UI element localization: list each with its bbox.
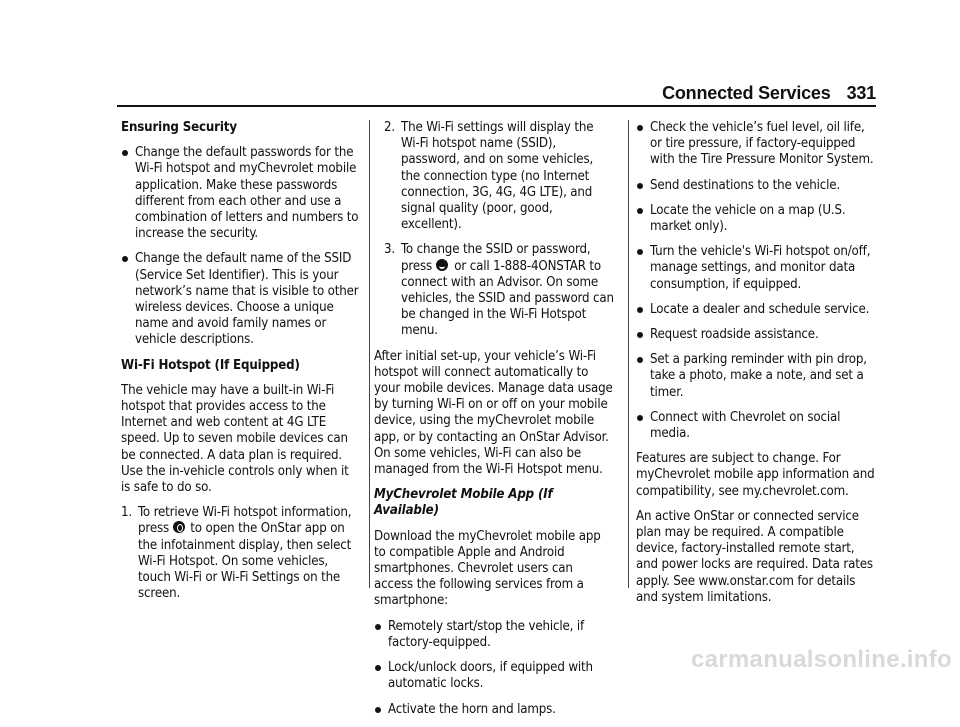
list-item: Check the vehicle’s fuel level, oil life, or tire pressure, if factory-equipped with the Tire Pressure Monitor System. [636, 120, 876, 169]
section-title: Connected Services [662, 83, 831, 103]
step-text: To retrieve Wi-Fi hotspot information, press [138, 505, 352, 537]
step-2 [384, 120, 614, 233]
step-3 [384, 242, 614, 339]
paragraph-app: Download the myChevrolet mobile app to compatible Apple and Android smartphones. Chevrolet users can access the following services from a smartphone: [374, 528, 601, 609]
column-divider [628, 120, 629, 588]
list-item: Locate the vehicle on a map (U.S. market only). [636, 203, 876, 235]
list-item: Change the default passwords for the Wi-Fi hotspot and myChevrolet mobile application. Make these passwords different from each other and use a combination of letters and numbers to increase the security. [121, 145, 361, 242]
list-item: Send destinations to the vehicle. [636, 178, 876, 194]
list-item: Request roadside assistance. [636, 327, 876, 343]
heading-ensuring-security: Ensuring Security [121, 120, 237, 135]
list-item: Activate the horn and lamps. [374, 702, 614, 718]
paragraph-onstar: An active OnStar or connected service plan may be required. A compatible device, factory-installed remote start, and power locks are required. Data rates apply. See www.onstar.com for details and system limitations. [636, 508, 873, 605]
onstar-button-icon [436, 259, 448, 271]
onstar-app-icon [173, 521, 185, 533]
list-item: Set a parking reminder with pin drop, take a photo, make a note, and set a timer. [636, 352, 876, 401]
paragraph-setup: After initial set-up, your vehicle’s Wi-Fi hotspot will connect automatically to your mobile devices. Manage data usage by turning Wi-Fi on or off on your mobile device, using the myChevrolet mobile app, or by contacting an OnStar Advisor. On some vehicles, Wi-Fi can also be managed from the Wi-Fi Hotspot menu. [374, 348, 613, 478]
list-item: Locate a dealer and schedule service. [636, 302, 876, 318]
watermark: carmanualsonline.info [690, 646, 952, 673]
heading-wifi-hotspot: Wi-Fi Hotspot (If Equipped) [121, 357, 300, 373]
step-number: 1. [121, 505, 133, 521]
list-item: Change the default name of the SSID (Service Set Identifier). This is your network’s name that is visible to other wireless devices. Choose a unique name and avoid family names or vehicle descriptions. [121, 251, 361, 348]
header-rule [117, 105, 876, 107]
step-text: The Wi-Fi settings will display the Wi-Fi hotspot name (SSID), password, and on some vehicles, the connection type (no Internet connection, 3G, 4G, 4G LTE), and signal quality (poor, good, excellent). [401, 120, 594, 233]
column-1 [121, 120, 361, 611]
list-item: Remotely start/stop the vehicle, if factory-equipped. [374, 619, 614, 651]
column-3 [636, 120, 876, 615]
step-1 [121, 505, 361, 602]
list-item: Lock/unlock doors, if equipped with automatic locks. [374, 660, 614, 692]
page-header [662, 83, 876, 104]
list-item: Turn the vehicle's Wi-Fi hotspot on/off, manage settings, and monitor data consumption, if equipped. [636, 244, 876, 293]
step-number: 2. [384, 120, 396, 135]
list-item: Connect with Chevrolet on social media. [636, 410, 876, 442]
column-2 [374, 120, 614, 727]
paragraph-features: Features are subject to change. For myChevrolet mobile app information and compatibility, see my.chevrolet.com. [636, 451, 875, 499]
step-text: or call 1-888-4ONSTAR to connect with an Advisor. On some vehicles, the SSID and password can be changed in the Wi-Fi Hotspot menu. [401, 258, 614, 339]
paragraph-hotspot: The vehicle may have a built-in Wi-Fi hotspot that provides access to the Internet and web content at 4G LTE speed. Up to seven mobile devices can be connected. A data plan is required. Use the in-vehicle controls only when it is safe to do so. [121, 382, 349, 496]
column-divider [369, 120, 370, 588]
step-text: To change the SSID or password, press [401, 242, 591, 274]
step-number: 3. [384, 242, 396, 258]
step-text: to open the OnStar app on the infotainment display, then select Wi-Fi Hotspot. On some vehicles, touch Wi-Fi or Wi-Fi Settings on the screen. [138, 521, 352, 602]
page-number: 331 [846, 83, 876, 103]
heading-mychevrolet-app: MyChevrolet Mobile App (If Available) [374, 487, 553, 519]
